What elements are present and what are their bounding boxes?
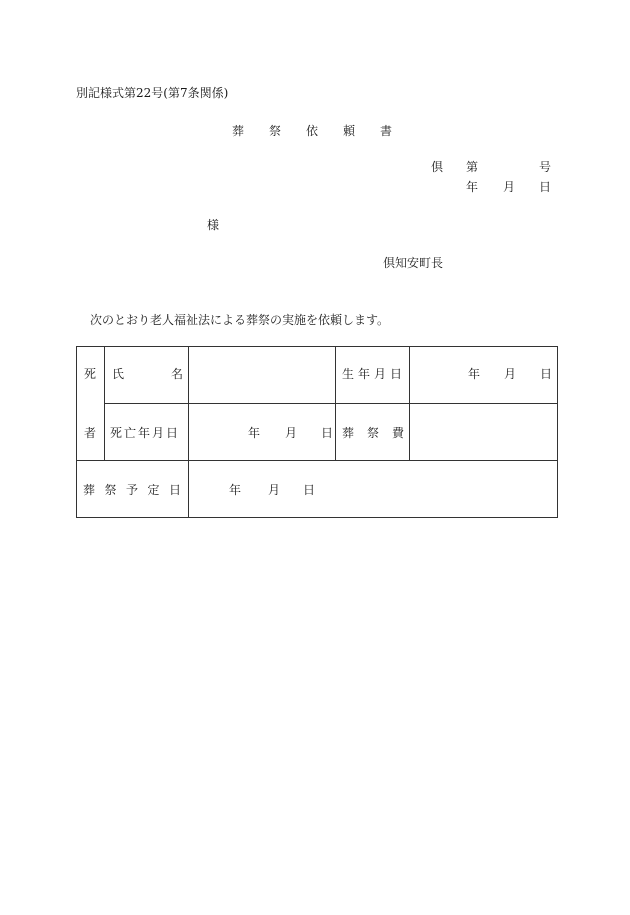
funeral-cost-value-cell[interactable] (410, 404, 558, 461)
title-char: 祭 (268, 124, 281, 138)
scheduled-date-label-char: 祭 (104, 483, 117, 497)
table-row (77, 404, 558, 461)
deceased-label-top: 死 (84, 367, 97, 382)
scheduled-date-value-cell[interactable] (189, 461, 558, 518)
death-date-day: 日 (321, 426, 334, 440)
name-label-char: 名 (171, 367, 184, 381)
table-row (77, 461, 558, 518)
form-reference: 別記様式第22号(第7条関係) (76, 86, 229, 100)
deceased-label-cell (77, 404, 105, 461)
death-date-value-cell[interactable] (189, 404, 336, 461)
body-text: 次のとおり老人福祉法による葬祭の実施を依頼します。 (90, 313, 390, 327)
title-char: 葬 (232, 124, 245, 138)
deceased-label-bottom: 者 (84, 425, 97, 440)
funeral-cost-label-char: 葬 (342, 426, 355, 440)
title-char: 依 (305, 124, 318, 138)
deceased-label-cell (77, 347, 105, 404)
title-char: 書 (379, 124, 392, 138)
scheduled-date-label-char: 定 (147, 483, 160, 497)
issue-date-year: 年 (466, 180, 479, 194)
scheduled-date-label-char: 葬 (83, 483, 96, 497)
scheduled-date-label-char: 日 (168, 483, 181, 497)
table-row (77, 347, 558, 404)
name-label-char: 氏 (112, 367, 125, 381)
scheduled-date-label (83, 483, 181, 497)
death-date-label-cell (105, 404, 189, 461)
title-char: 頼 (342, 124, 355, 138)
birthdate-year: 年 (468, 367, 481, 381)
addressee-honorific: 様 (207, 218, 220, 232)
name-value-cell[interactable] (189, 347, 336, 404)
scheduled-date-year: 年 (229, 483, 242, 497)
sender-name: 倶知安町長 (383, 256, 444, 270)
funeral-cost-label-char: 費 (392, 426, 405, 440)
death-date-year: 年 (248, 426, 261, 440)
birthdate-label-cell (336, 347, 410, 404)
funeral-cost-label-char: 祭 (367, 426, 380, 440)
birthdate-label: 生年月日 (342, 367, 407, 381)
scheduled-date-month: 月 (268, 483, 281, 497)
doc-number-dai: 第 (466, 160, 479, 174)
scheduled-date-label-cell (77, 461, 189, 518)
doc-number-go: 号 (539, 160, 552, 174)
birthdate-day: 日 (540, 367, 553, 381)
birthdate-month: 月 (504, 367, 517, 381)
funeral-cost-label-cell (336, 404, 410, 461)
scheduled-date-label-char: 予 (125, 483, 138, 497)
death-date-label: 死亡年月日 (110, 426, 181, 440)
issue-date-day: 日 (539, 180, 552, 194)
document-title (232, 124, 392, 138)
death-date-month: 月 (285, 426, 298, 440)
birthdate-value-cell[interactable] (410, 347, 558, 404)
scheduled-date-day: 日 (303, 483, 316, 497)
issue-date-month: 月 (503, 180, 516, 194)
doc-number-prefix: 倶 (431, 160, 444, 174)
name-label-cell (105, 347, 189, 404)
funeral-request-table (76, 346, 558, 518)
